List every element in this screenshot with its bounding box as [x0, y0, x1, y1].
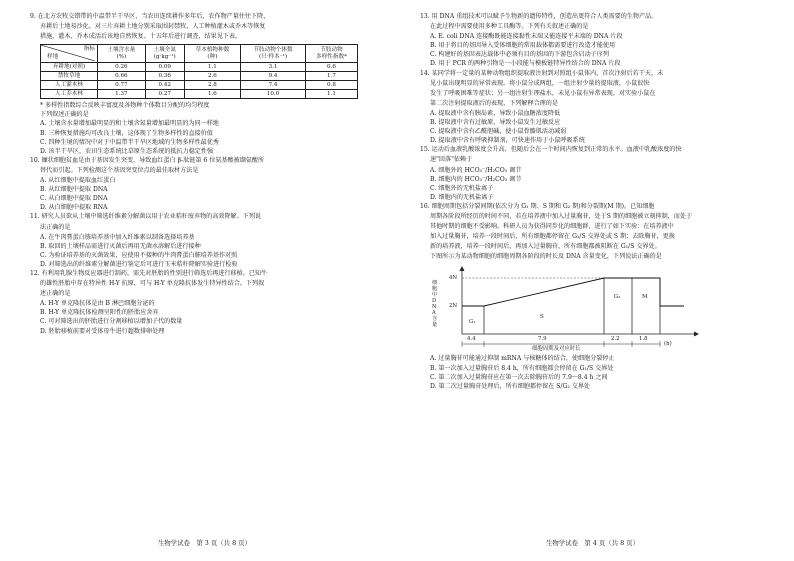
table-header: 草本植物种数 (种)	[184, 45, 240, 63]
question-11	[30, 212, 368, 269]
question-11-option-b: B. 取回的土壤样品需进行灭菌后再用无菌水溶解后进行接种	[40, 242, 201, 250]
question-13	[420, 12, 766, 69]
x-axis-arrow	[694, 332, 699, 337]
question-13-option-b: B. 用于将目的基因导入受体细胞的常用载体都需要进行改造才能使用	[430, 42, 616, 50]
graph-phase-s: S	[540, 314, 544, 321]
question-15-stem-2: 速"回落"依赖于	[430, 156, 473, 164]
question-12	[30, 269, 368, 336]
dna-content-curve	[462, 278, 684, 306]
graph-phase-m: M	[642, 294, 648, 301]
question-14-option-c: C. 提取液中含有乙酰胆碱，使小鼠骨骼肌活动减弱	[430, 128, 567, 136]
table-corner-bottom: 样地	[47, 54, 59, 61]
graph-y-tick-4n: 4N	[449, 275, 458, 282]
question-12-stem-3: 述正确的是	[40, 290, 71, 298]
question-11-option-c: C. 为验证培养基的灭菌效果，应使用不接种的牛肉膏蛋白胨培养基作对照	[40, 251, 238, 259]
question-13-stem-2: 在此过程中需要使用多种工具酶等。下列有关叙述正确的是	[430, 23, 589, 31]
graph-duration-m: 1.8	[639, 336, 648, 343]
soil-survey-table	[40, 44, 358, 99]
question-15	[420, 145, 766, 202]
question-12-option-b: B. H-Y 单克隆抗体检测呈阳性的胚胎应舍弃	[40, 309, 159, 317]
question-16-stem-5: 新的培养液，培养一段时间后，再加入过量胸苷，所有细胞都被阻断在 G₁/S 交界处。	[430, 243, 661, 251]
question-10	[30, 156, 368, 213]
question-14-stem-3: 发生了呼吸困难等症状；另一组注射生理盐水，未见小鼠有异常表现。对实验小鼠在	[430, 89, 656, 97]
question-14-option-d: D. 提取液中含有呼吸抑制剂，可快速作用于小鼠呼吸系统	[430, 137, 585, 145]
y-axis-arrow	[460, 266, 465, 271]
question-12-option-a: A. H-Y 单克隆抗体是由 B 淋巴细胞分泌的	[40, 300, 155, 308]
question-15-option-a: A. 细胞外的 HCO₃⁻/H₂CO₃ 调节	[430, 166, 522, 174]
graph-duration-g1: 4.4	[467, 336, 476, 343]
question-9-stem-1: 9. 在北方农牧交错带的中温带半干旱区，当农田连续耕作多年后，农作物产量往往下降，	[30, 13, 270, 20]
question-16-option-a: A. 过量胸苷可能通过抑制 mRNA 与核糖体的结合，使细胞分裂停止	[430, 355, 615, 363]
table-row: 人工乔木林 1.37 0.27 1.6 10.0 1.1	[41, 90, 358, 99]
question-16-option-c: C. 第二次加入过量胸苷应在第一次去除胸苷后的 7.9～8.4 h 之间	[430, 373, 608, 381]
graph-phase-g2: G₂	[614, 294, 621, 301]
page-footer-right: 生物学试卷 第 4 页（共 8 页）	[546, 539, 639, 547]
right-column	[420, 12, 766, 391]
question-13-option-a: A. E. coli DNA 连接酶既能连接黏性末端又能连接平末端的 DNA 片段	[430, 33, 623, 41]
graph-duration-g2: 2.2	[611, 336, 620, 343]
question-12-option-c: C. 可对筛选出的胚胎进行分割移植以增加子代的数量	[40, 318, 183, 326]
table-header: 节肢动物个体数 (只·样本⁻¹)	[241, 45, 306, 63]
question-9-prompt: 下列叙述正确的是	[40, 111, 89, 119]
question-14-stem-4: 第二次注射提取液后的表现，下列解释合理的是	[430, 99, 558, 107]
graph-duration-s: 7.9	[538, 336, 547, 343]
question-11-option-a: A. 在牛肉膏蛋白胨培养基中加入纤维素以制备选择培养基	[40, 233, 195, 241]
left-column	[30, 12, 368, 336]
question-15-option-b: B. 细胞内的 HCO₃⁻/H₂CO₃ 调节	[430, 175, 522, 183]
question-15-option-d: D. 细胞内的无机盐离子	[430, 193, 494, 201]
graph-y-label: 细胞中DNA含量	[432, 280, 438, 329]
question-10-option-c: C. 从白细胞中提取 DNA	[40, 195, 108, 203]
graph-phase-g1: G₁	[469, 319, 476, 326]
question-14-stem-2: 见小鼠出现明显的异常表现。将小鼠分成两组，一组注射少量的提取液，小鼠很快	[430, 79, 650, 87]
question-15-option-c: C. 细胞外的无机盐离子	[430, 184, 494, 192]
question-9-option-a: A. 土壤含水量增加最明显的和土壤含氮量增加最明显的为同一样地	[40, 120, 219, 128]
table-corner-cell	[41, 45, 98, 63]
question-16-stem-3: 其他时期的细胞不受影响。科研人员为获得同步化的细胞群，进行了如下实验：在培养液中	[430, 223, 674, 231]
page-footer-left: 生物学试卷 第 3 页（共 8 页）	[158, 539, 251, 547]
question-16-stem-4: 加入过量胸苷，培养一段时间后，所有细胞都停留在 G₁/S 交界处或 S 期；去除胸苷，更换	[430, 233, 675, 241]
cell-cycle-dna-graph	[432, 264, 732, 352]
question-9	[30, 12, 368, 156]
question-14-option-a: A. 提取液中含有胰岛素，导致小鼠血糖浓度降低	[430, 109, 561, 117]
question-16-option-b: B. 第一次加入过量胸苷后 8.4 h，所有细胞都会停留在 G₁/S 交界处	[430, 364, 614, 372]
question-11-stem-2: 法正确的是	[40, 223, 71, 231]
graph-time-unit: (h)	[664, 341, 672, 348]
question-10-option-a: A. 从红细胞中提取血红蛋白	[40, 177, 116, 185]
question-12-option-d: D. 胚胎移植前要对受体母牛进行超数排卵处理	[40, 327, 165, 335]
table-row: 人工灌木林 0.77 0.42 2.8 7.4 0.8	[41, 81, 358, 90]
question-11-stem-1: 11. 研究人员欲从土壤中筛选纤维素分解菌以用于农业秸秆废弃物的高效降解。下列说	[30, 213, 262, 221]
question-12-stem-2: 的雄性胚胎中存在特异性 H-Y 抗原，可与 H-Y 单克隆抗体发生特异性结合。下列叙	[40, 280, 265, 288]
question-9-option-b: B. 三种恢复措施均可改良土壤，这体现了生物多样性的直接价值	[40, 129, 213, 137]
table-footnote: * 多样性指数综合反映丰富度及各物种个体数目分配的均匀程度	[40, 102, 210, 110]
question-10-stem-1: 10. 镰状细胞贫血是由于基因发生突变，导致血红蛋白 β-肽链第 6 位氨基酸被缬氨酸所	[30, 156, 265, 164]
question-10-option-b: B. 从红细胞中提取 DNA	[40, 186, 108, 194]
table-corner-top: 指标	[83, 46, 95, 53]
table-header: 节肢动物 多样性指数*	[305, 45, 357, 63]
graph-x-label: 细胞周期及对应时长	[532, 346, 581, 353]
question-14-stem-1: 14. 某同学将一定量的某种动物组织提取液注射到对照组小鼠体内，首次注射后若干天，未	[420, 69, 664, 77]
question-9-stem-2: 弃耕后土地易沙化。对三片弃耕土地分别采取围封禁牧、人工种植灌木或乔木等恢复	[40, 23, 266, 31]
question-16-stem-6: 下图所示为某动物细胞的细胞周期各阶段的时长及 DNA 含量变化，下列说法正确的是	[430, 253, 662, 261]
question-15-stem-1: 15. 运动后血液乳酸浓度会升高，但随后会在一个时间内恢复到正常的水平。血液中乳酸浓度的快	[420, 146, 682, 154]
question-10-stem-2: 替代而引起。下列检测这个基因突变位点的最佳取材方法是	[40, 166, 199, 174]
question-13-option-d: D. 用于 PCR 的两种引物是一小段能与模板链特异性结合的 DNA 片段	[430, 60, 621, 68]
question-12-stem-1: 12. 有利用乳腺生物反应器进行制药，需先对胚胎的性别进行筛选后再进行移植。已知牛	[30, 269, 268, 277]
question-9-option-d: D. 该半干旱区，农田生态系统比草原生态系统的抵抗力稳定性强	[40, 147, 214, 155]
cell-cycle-graph-svg	[432, 264, 732, 352]
question-14	[420, 69, 766, 146]
question-16	[420, 202, 766, 391]
question-16-stem-2: 周期各阶段所经历的时间不同，若在培养液中加入过量胸苷，处于S 期的细胞被立刻抑制，而处于	[430, 212, 693, 220]
table-header: 土壤全氮 (g·kg⁻¹)	[145, 45, 184, 63]
question-16-stem-1: 16. 细胞周期包括分裂间期(依次分为 G₁ 期、S 期和 G₂ 期)和分裂期(M 期)。已知细胞	[420, 202, 655, 210]
question-14-option-b: B. 提取液中含有过敏原，导致小鼠发生过敏反应	[430, 119, 561, 127]
table-row: 弃耕地(对照) 0.26 0.09 1.1 3.1 0.6	[41, 63, 358, 72]
table-header: 土壤含水量 (%)	[98, 45, 146, 63]
question-10-option-d: D. 从白细胞中提取 RNA	[40, 204, 108, 212]
table-row: 禁牧草地 0.66 0.36 2.6 9.4 1.7	[41, 72, 358, 81]
question-9-stem-3: 措施，灌木、乔木成活后该地自然恢复。十五年后进行调查，结果见下表。	[40, 33, 242, 41]
question-11-option-d: D. 对筛选出的纤维素分解菌进行鉴定后可进行玉米秸秆降解实验进行检验	[40, 260, 238, 268]
question-16-option-d: D. 第二次过量胸苷处理后，所有细胞都停留在 S/G₂ 交界处	[430, 382, 591, 390]
question-13-option-c: C. 构建好的基因表达载体中必须有目的基因的下游包含启动子序列	[430, 51, 609, 59]
question-9-option-c: C. 四种生境的情况中对于中温带半干旱区地域的生物多样性最优秀	[40, 138, 219, 146]
graph-y-tick-2n: 2N	[449, 303, 458, 310]
question-13-stem-1: 13. 用 DNA 重组技术可以赋予生物新的遗传特性，创造出更符合人类需要的生物产品。	[420, 13, 658, 20]
